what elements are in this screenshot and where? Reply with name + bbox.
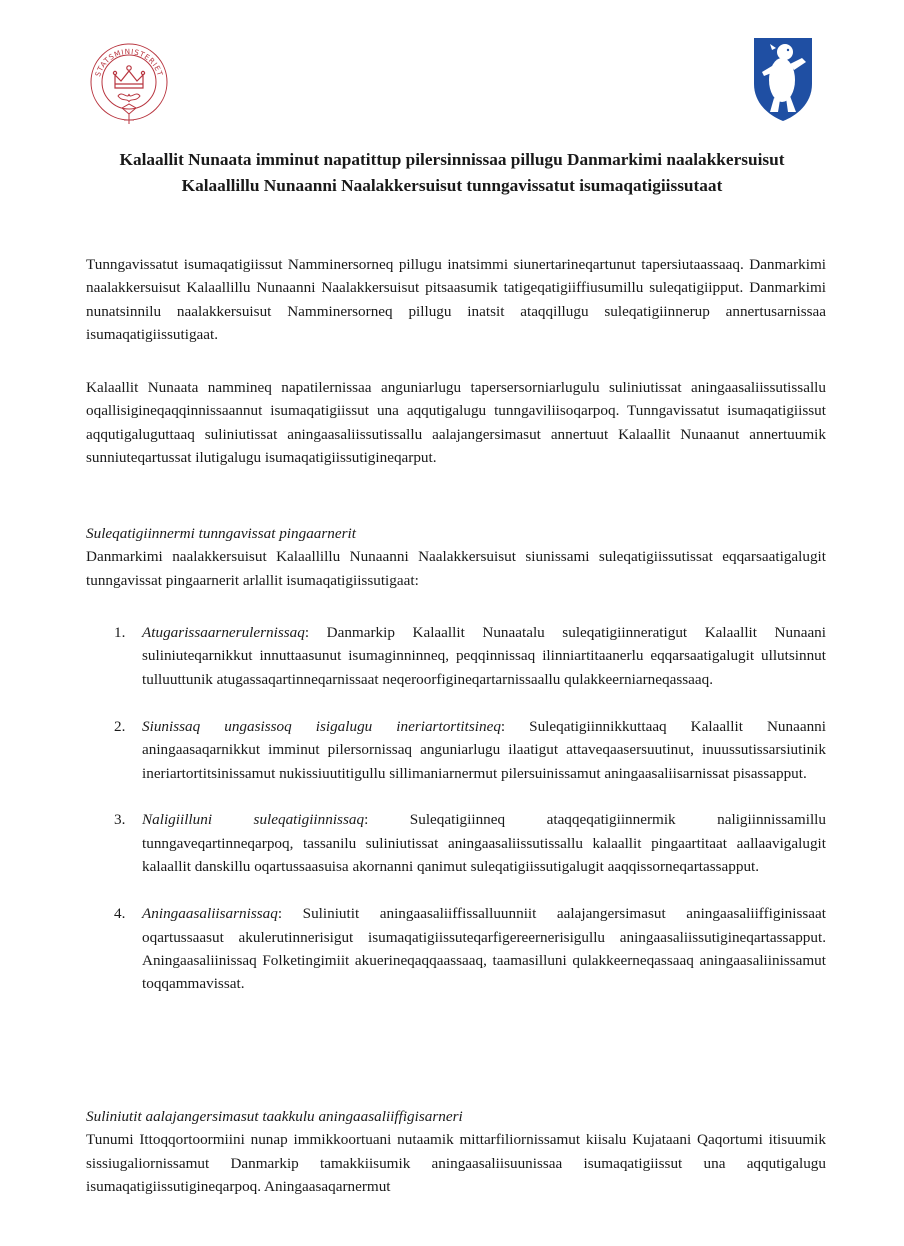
svg-text:STATSMINISTERIET: STATSMINISTERIET	[93, 46, 165, 78]
section-projects	[86, 1105, 826, 1199]
paragraph-text: Kalaallit Nunaata nammineq napatilernissaa anguniarlugu tapersersorniarlugulu suliniutissat aningaasaliissutissallu oqallisigineqaqqinnissaannut isumaqatigiissut una aqqutigalugu tunngaviliisoqarpoq. Tunngavissatut isumaqatigiissut aqqutigaluguttaaq suliniutissat aningaasaliissutissallu aalajangersimasut annertuut Kalaallit Nunaanut annertuumik sunniuteqartussat ilutigalugu isumaqatigiissutigineqarput.	[86, 379, 826, 467]
list-item	[86, 715, 826, 785]
list-item	[86, 621, 826, 691]
section-principles	[86, 522, 826, 592]
document-title: Kalaallit Nunaata imminut napatittup pilersinnissaa pillugu Danmarkimi naalakkersuisut Kalaallillu Nunaanni Naalakkersuisut tunngavissatut isumaqatigiissutaat	[119, 150, 785, 195]
section-heading: Suliniutit aalajangersimasut taakkulu aningaasaliiffigisarneri	[86, 1108, 463, 1125]
paragraph-text: Tunngavissatut isumaqatigiissut Namminersorneq pillugu inatsimmi siunertarineqartunut tapersiutaassaaq. Danmarkimi naalakkersuisut Kalaallillu Nunaanni Naalakkersuisut pitsaasumik tatigeqatigiiffiusumillu suleqatigiipput. Danmarkimi nunatsinnilu naalakkersuisut Namminersorneq pillugu inatsit ataqqillugu suleqatigiinnerup annertusarnissaa isumaqatigiissutigaat.	[86, 256, 826, 344]
list-number: 4.	[114, 905, 126, 923]
intro-paragraph-1	[86, 253, 826, 347]
list-number: 3.	[114, 811, 126, 829]
section-intro: Tunumi Ittoqqortoormiini nunap immikkoortuani nutaamik mittarfiliornissamut kiisalu Kujataani Qaqortumi itisuumik sissiugaliornissamut Danmarkip tamakkiisumik aningaasaliisuunissaa isumaqatigiissut una aqqutigalugu isumaqatigiissutigineqarpoq. Aningaasaqarnermut	[86, 1131, 826, 1196]
list-text: : Suliniutit aningaasaliiffissalluunniit aalajangersimasut aningaasaliiffiginissaat oqartussaasut akulerutinnerisigut isumaqatigiissuteqarfigereernerisigullu aningaasaliissutigineqartassapput. Aningaasaliinissaq Folketingimiit akuerineqaqqaassaaq, taamasilluni qulakkeerneqassaaq aningaasaliinissamut toqqammavissat.	[142, 905, 826, 993]
list-number: 2.	[114, 717, 126, 735]
intro-paragraph-2	[86, 376, 826, 470]
section-intro: Danmarkimi naalakkersuisut Kalaallillu Nunaanni Naalakkersuisut siunissami suleqatigiissutissat eqqarsaatigalugit tunngavissat pingaarnerit arlallit isumaqatigiissutigaat:	[86, 548, 826, 589]
list-text: : Danmarkip Kalaallit Nunaatalu suleqatigiinneratigut Kalaallit Nunaani suliniuteqarnikkut innuttaasunut isumaginninneq, peqqinnissaq ilinniartitaanerlu eqqarsaatigalugit ullutsinnut tulluuttunik atugassaqartinneqarnissaat neqeroorfigineqartarnissaallu qulakkeerniarneqassaaq.	[142, 624, 826, 688]
list-number: 1.	[114, 624, 126, 641]
list-term: Aningaasaliisarnissaq	[142, 905, 278, 923]
statsministeriet-seal-icon	[86, 38, 172, 128]
list-item	[86, 808, 826, 878]
list-text: : Suleqatigiinnikkuttaaq Kalaallit Nunaanni aningaasaqarnikkut imminut pilersornissaq anguniarlugu ilaatigut attaveqaasersuutinut, inuussutissarsiutinik ineriartortitsinissamut nukissiuutitigullu sillimaniarnermut pilersuinissamut aningaasaliisarnissat pisassapput.	[142, 717, 826, 782]
list-term: Siunissaq ungasissoq isigalugu ineriartortitsineq	[142, 717, 501, 735]
list-text: : Suleqatigiinneq ataqqeqatigiinnermik naligiinnissamillu tunngaveqartinneqarpoq, tassanilu suliniutissat aningaasaliissutissallu kalaallit pingaartitaat aallaavigalugit kalaallit danskillu oqartussaasuisa akornanni qanimut suleqatigiissutigalugit aaqqissorneqartassapput.	[142, 811, 826, 876]
section-heading: Suleqatigiinnermi tunngavissat pingaarnerit	[86, 525, 356, 542]
list-term: Naligiilluni suleqatigiinnissaq	[142, 811, 365, 829]
list-item	[86, 902, 826, 996]
list-term: Atugarissaarnerulernissaq	[142, 624, 305, 641]
principles-list	[86, 621, 826, 1019]
greenland-coat-of-arms-icon	[752, 36, 814, 122]
